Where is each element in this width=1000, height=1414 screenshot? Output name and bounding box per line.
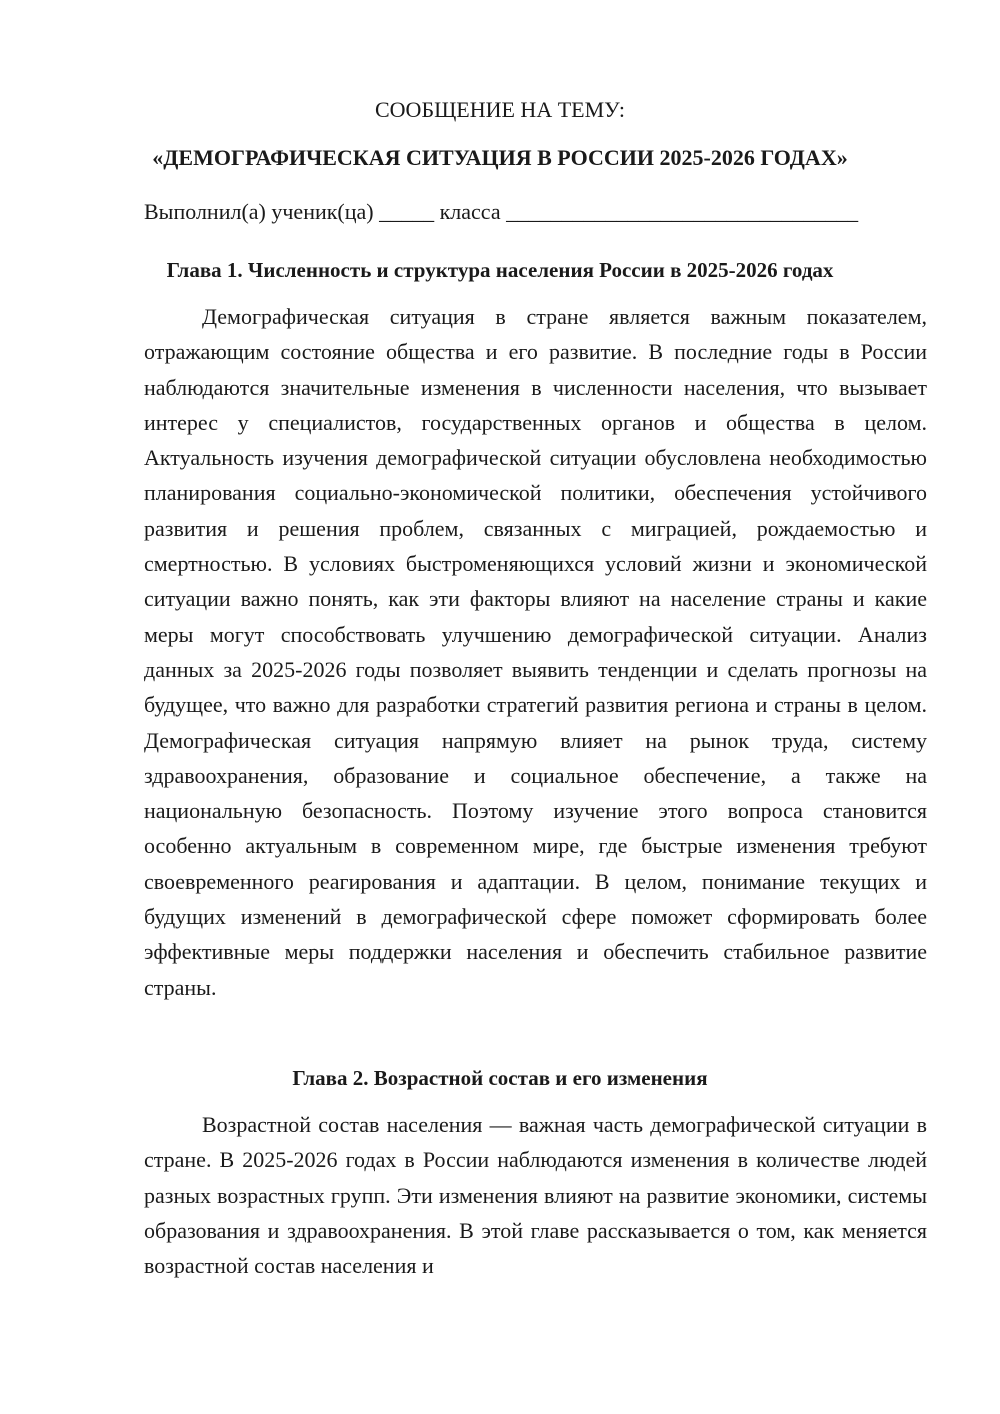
chapter-2-paragraph: Возрастной состав населения — важная часть демографической ситуации в стране. В 2025-2026 годах в России наблюдаются изменения в количестве людей разных возрастных групп. Эти изменения влияют на развитие экономики, системы образования и здравоохранения. В этой главе рассказывается о том, как меняется возрастной состав населения и: [144, 1112, 927, 1279]
chapter-2-heading: Глава 2. Возрастной состав и его изменения: [292, 1066, 708, 1090]
topic-label: СООБЩЕНИЕ НА ТЕМУ:: [375, 97, 625, 122]
chapter-1-heading: Глава 1. Численность и структура населения России в 2025-2026 годах: [166, 258, 834, 282]
chapter-1-paragraph: Демографическая ситуация в стране является важным показателем, отражающим состояние общества и его развитие. В последние годы в России наблюдаются значительные изменения в численности населения, что вызывает интерес у специалистов, государственных органов и общества в целом. Актуальность изучения демографической ситуации обусловлена необходимостью планирования социально-экономической политики, обеспечения устойчивого развития и решения проблем, связанных с миграцией, рождаемостью и смертностью. В условиях быстроменяющихся условий жизни и экономической ситуации важно понять, как эти факторы влияют на население страны и какие меры могут способствовать улучшению демографической ситуации. Анализ данных за 2025-2026 годы позволяет выявить тенденции и сделать прогнозы на будущее, что важно для разработки стратегий развития региона и страны в целом. Демографическая ситуация напрямую влияет на рынок труда, систему здравоохранения, образование и социальное обеспечение, а также на национальную безопасность. Поэтому изучение этого вопроса становится особенно актуальным в современном мире, где быстрые изменения требуют своевременного реагирования и адаптации. В целом, понимание текущих и будущих изменений в демографической сфере поможет сформировать более эффективные меры поддержки населения и обеспечить стабильное развитие страны.: [144, 304, 927, 1000]
author-line: Выполнил(а) ученик(ца) _____ класса ________________________________: [144, 199, 859, 224]
topic-title: «ДЕМОГРАФИЧЕСКАЯ СИТУАЦИЯ В РОССИИ 2025-2026 ГОДАХ»: [152, 145, 848, 170]
